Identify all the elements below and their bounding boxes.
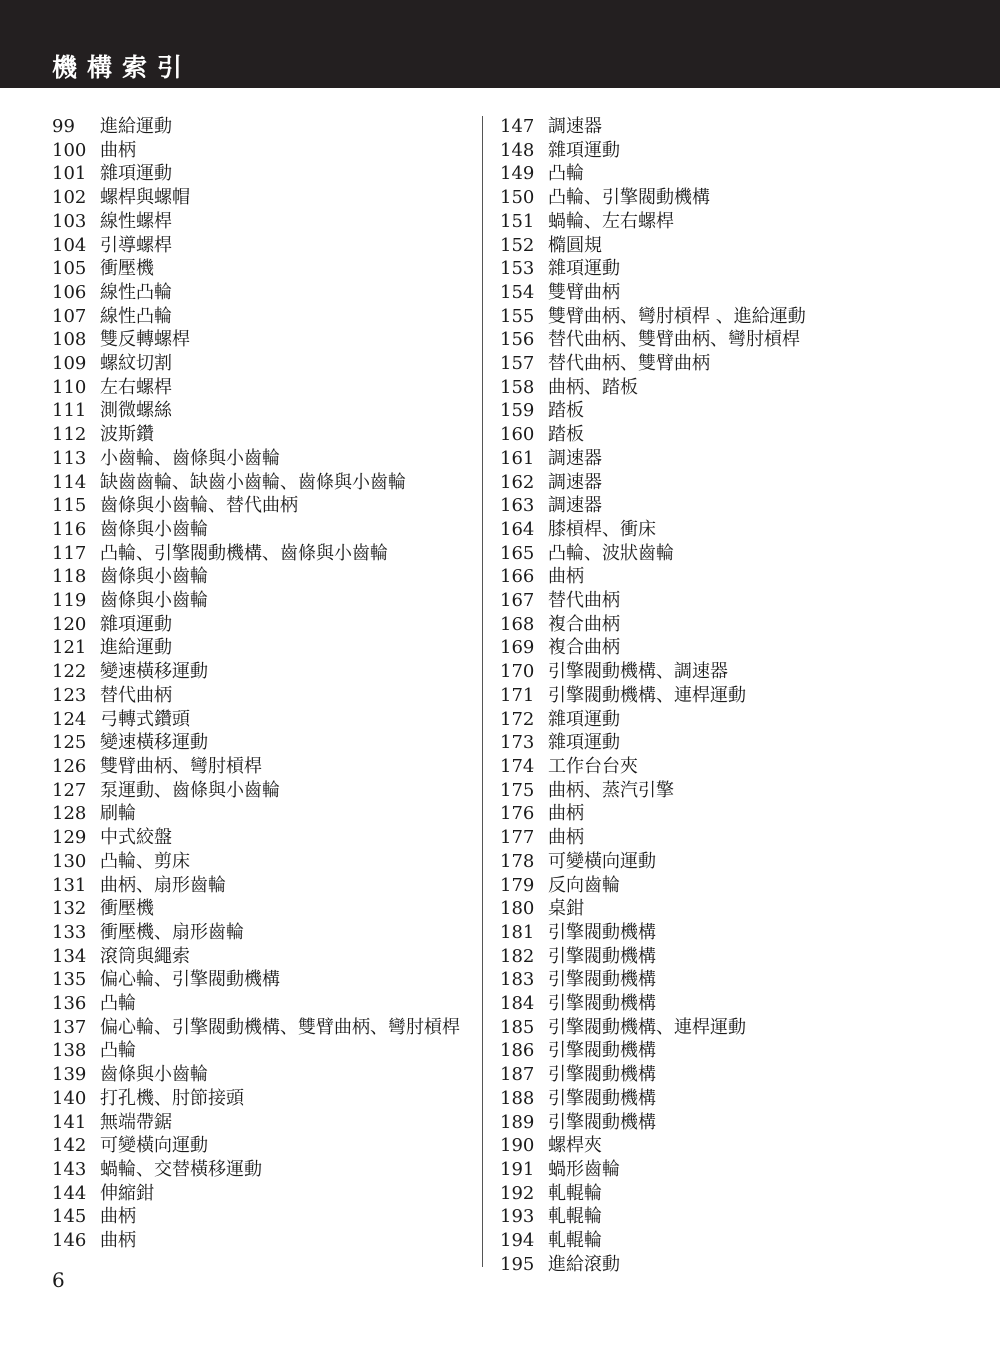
entry-number: 101 bbox=[52, 163, 87, 185]
entry-number: 168 bbox=[500, 613, 535, 635]
page-number: 6 bbox=[52, 1268, 65, 1292]
entry-number: 133 bbox=[52, 921, 87, 943]
entry-number: 130 bbox=[52, 850, 87, 872]
index-entry bbox=[500, 1087, 920, 1111]
entry-text: 凸輪、波狀齒輪 bbox=[548, 542, 674, 564]
entry-number: 117 bbox=[52, 542, 87, 564]
entry-text: 反向齒輪 bbox=[548, 874, 620, 896]
entry-text: 膝槓桿、衝床 bbox=[548, 518, 656, 540]
index-entry bbox=[500, 779, 920, 803]
entry-text: 曲柄、踏板 bbox=[548, 376, 638, 398]
entry-text: 引擎閥動機構 bbox=[548, 969, 656, 991]
index-entry bbox=[500, 494, 920, 518]
entry-number: 99 bbox=[52, 116, 75, 137]
entry-text: 雙反轉螺桿 bbox=[100, 329, 190, 351]
entry-number: 109 bbox=[52, 353, 87, 375]
entry-number: 158 bbox=[500, 376, 535, 398]
entry-number: 149 bbox=[500, 163, 535, 185]
index-entry bbox=[52, 613, 472, 637]
entry-number: 137 bbox=[52, 1016, 87, 1038]
entry-number: 183 bbox=[500, 969, 535, 991]
index-entry bbox=[52, 1016, 472, 1040]
index-column-right bbox=[500, 115, 920, 1276]
entry-number: 104 bbox=[52, 234, 87, 256]
index-entry bbox=[52, 874, 472, 898]
entry-number: 145 bbox=[52, 1206, 87, 1228]
index-entry bbox=[500, 1158, 920, 1182]
entry-number: 169 bbox=[500, 637, 535, 659]
index-entry bbox=[52, 708, 472, 732]
entry-text: 滾筒與繩索 bbox=[100, 945, 190, 967]
index-entry bbox=[500, 660, 920, 684]
index-entry bbox=[52, 779, 472, 803]
index-entry bbox=[52, 518, 472, 542]
index-entry bbox=[500, 376, 920, 400]
entry-text: 引擎閥動機構 bbox=[548, 1064, 656, 1086]
entry-text: 雙臂曲柄 bbox=[548, 281, 620, 303]
entry-number: 195 bbox=[500, 1253, 535, 1275]
entry-text: 引擎閥動機構 bbox=[548, 945, 656, 967]
entry-text: 曲柄 bbox=[548, 827, 584, 849]
entry-number: 120 bbox=[52, 613, 87, 635]
entry-text: 雜項運動 bbox=[100, 163, 172, 185]
entry-text: 引擎閥動機構 bbox=[548, 1111, 656, 1133]
entry-text: 螺桿夾 bbox=[548, 1135, 602, 1157]
index-entry bbox=[500, 874, 920, 898]
index-entry bbox=[52, 328, 472, 352]
entry-number: 138 bbox=[52, 1040, 87, 1062]
index-entry bbox=[500, 992, 920, 1016]
index-entry bbox=[52, 636, 472, 660]
entry-text: 小齒輪、齒條與小齒輪 bbox=[100, 447, 280, 469]
entry-text: 衝壓機 bbox=[100, 898, 154, 920]
entry-text: 替代曲柄、雙臂曲柄 bbox=[548, 353, 710, 375]
entry-number: 150 bbox=[500, 187, 535, 209]
entry-number: 176 bbox=[500, 803, 535, 825]
entry-text: 調速器 bbox=[548, 447, 602, 469]
index-entry bbox=[500, 1016, 920, 1040]
index-entry bbox=[52, 802, 472, 826]
entry-text: 變速橫移運動 bbox=[100, 661, 208, 683]
entry-number: 164 bbox=[500, 518, 535, 540]
entry-text: 進給滾動 bbox=[548, 1253, 620, 1275]
entry-text: 凸輪、剪床 bbox=[100, 850, 190, 872]
entry-number: 115 bbox=[52, 495, 87, 517]
entry-number: 194 bbox=[500, 1230, 535, 1252]
entry-text: 弓轉式鑽頭 bbox=[100, 708, 190, 730]
index-entry bbox=[500, 139, 920, 163]
entry-number: 118 bbox=[52, 566, 87, 588]
entry-number: 135 bbox=[52, 969, 87, 991]
index-entry bbox=[52, 494, 472, 518]
index-entry bbox=[500, 565, 920, 589]
index-entry bbox=[52, 210, 472, 234]
entry-number: 105 bbox=[52, 258, 87, 280]
entry-number: 161 bbox=[500, 447, 535, 469]
entry-text: 雜項運動 bbox=[548, 139, 620, 161]
entry-text: 齒條與小齒輪 bbox=[100, 518, 208, 540]
index-entry bbox=[500, 352, 920, 376]
entry-text: 變速橫移運動 bbox=[100, 732, 208, 754]
entry-number: 146 bbox=[52, 1230, 87, 1252]
entry-text: 無端帶鋸 bbox=[100, 1111, 172, 1133]
index-entry bbox=[52, 447, 472, 471]
index-entry bbox=[500, 518, 920, 542]
index-entry bbox=[500, 210, 920, 234]
entry-number: 186 bbox=[500, 1040, 535, 1062]
index-entry bbox=[52, 234, 472, 258]
entry-text: 調速器 bbox=[548, 495, 602, 517]
index-entry bbox=[500, 897, 920, 921]
index-entry bbox=[500, 423, 920, 447]
entry-number: 170 bbox=[500, 661, 535, 683]
entry-text: 曲柄、扇形齒輪 bbox=[100, 874, 226, 896]
entry-number: 153 bbox=[500, 258, 535, 280]
index-entry bbox=[52, 968, 472, 992]
entry-text: 線性凸輪 bbox=[100, 281, 172, 303]
entry-number: 185 bbox=[500, 1016, 535, 1038]
entry-text: 衝壓機、扇形齒輪 bbox=[100, 921, 244, 943]
entry-number: 129 bbox=[52, 827, 87, 849]
entry-number: 171 bbox=[500, 684, 535, 706]
entry-number: 126 bbox=[52, 755, 87, 777]
index-entry bbox=[52, 1158, 472, 1182]
index-entry bbox=[52, 826, 472, 850]
index-entry bbox=[52, 755, 472, 779]
entry-number: 100 bbox=[52, 139, 87, 161]
entry-text: 軋輥輪 bbox=[548, 1230, 602, 1252]
index-entry bbox=[500, 1063, 920, 1087]
entry-text: 線性凸輪 bbox=[100, 305, 172, 327]
entry-number: 179 bbox=[500, 874, 535, 896]
entry-number: 159 bbox=[500, 400, 535, 422]
entry-number: 172 bbox=[500, 708, 535, 730]
entry-text: 引擎閥動機構、調速器 bbox=[548, 661, 728, 683]
entry-text: 凸輪 bbox=[100, 993, 136, 1015]
index-entry bbox=[500, 708, 920, 732]
entry-number: 181 bbox=[500, 921, 535, 943]
entry-number: 188 bbox=[500, 1087, 535, 1109]
index-entry bbox=[500, 1039, 920, 1063]
entry-number: 114 bbox=[52, 471, 87, 493]
entry-number: 113 bbox=[52, 447, 87, 469]
entry-number: 136 bbox=[52, 993, 87, 1015]
entry-text: 可變橫向運動 bbox=[548, 850, 656, 872]
entry-number: 128 bbox=[52, 803, 87, 825]
entry-text: 引擎閥動機構 bbox=[548, 1087, 656, 1109]
entry-text: 中式絞盤 bbox=[100, 827, 172, 849]
index-entry bbox=[500, 731, 920, 755]
entry-text: 曲柄 bbox=[548, 803, 584, 825]
entry-text: 桌鉗 bbox=[548, 898, 584, 920]
entry-number: 190 bbox=[500, 1135, 535, 1157]
index-entry bbox=[52, 542, 472, 566]
entry-number: 184 bbox=[500, 993, 535, 1015]
index-entry bbox=[500, 921, 920, 945]
index-entry bbox=[500, 328, 920, 352]
entry-text: 曲柄 bbox=[548, 566, 584, 588]
entry-text: 衝壓機 bbox=[100, 258, 154, 280]
entry-number: 122 bbox=[52, 661, 87, 683]
index-entry bbox=[52, 660, 472, 684]
index-entry bbox=[52, 281, 472, 305]
entry-text: 複合曲柄 bbox=[548, 637, 620, 659]
entry-number: 148 bbox=[500, 139, 535, 161]
index-entry bbox=[500, 399, 920, 423]
entry-number: 160 bbox=[500, 424, 535, 446]
entry-number: 163 bbox=[500, 495, 535, 517]
entry-number: 182 bbox=[500, 945, 535, 967]
entry-text: 齒條與小齒輪 bbox=[100, 1064, 208, 1086]
entry-text: 雜項運動 bbox=[548, 708, 620, 730]
index-entry bbox=[500, 945, 920, 969]
index-entry bbox=[500, 162, 920, 186]
index-entry bbox=[52, 897, 472, 921]
entry-number: 177 bbox=[500, 827, 535, 849]
entry-text: 波斯鑽 bbox=[100, 424, 154, 446]
entry-number: 142 bbox=[52, 1135, 87, 1157]
entry-text: 引擎閥動機構 bbox=[548, 993, 656, 1015]
entry-number: 173 bbox=[500, 732, 535, 754]
index-entry bbox=[500, 613, 920, 637]
entry-number: 162 bbox=[500, 471, 535, 493]
index-entry bbox=[52, 471, 472, 495]
index-entry bbox=[52, 945, 472, 969]
index-entry bbox=[52, 139, 472, 163]
index-entry bbox=[52, 589, 472, 613]
index-entry bbox=[500, 826, 920, 850]
entry-number: 131 bbox=[52, 874, 87, 896]
entry-text: 左右螺桿 bbox=[100, 376, 172, 398]
entry-number: 127 bbox=[52, 779, 87, 801]
entry-number: 111 bbox=[52, 400, 87, 422]
index-entry bbox=[500, 1253, 920, 1277]
index-entry bbox=[52, 1229, 472, 1253]
column-divider bbox=[482, 116, 483, 1267]
index-entry bbox=[52, 162, 472, 186]
index-entry bbox=[52, 1134, 472, 1158]
entry-text: 雜項運動 bbox=[548, 258, 620, 280]
entry-text: 伸縮鉗 bbox=[100, 1182, 154, 1204]
entry-number: 174 bbox=[500, 755, 535, 777]
index-entry bbox=[500, 589, 920, 613]
entry-text: 進給運動 bbox=[100, 637, 172, 659]
entry-text: 曲柄、蒸汽引擎 bbox=[548, 779, 674, 801]
entry-number: 154 bbox=[500, 281, 535, 303]
entry-number: 123 bbox=[52, 684, 87, 706]
entry-number: 106 bbox=[52, 281, 87, 303]
entry-text: 踏板 bbox=[548, 400, 584, 422]
index-entry bbox=[500, 447, 920, 471]
entry-text: 替代曲柄 bbox=[548, 590, 620, 612]
entry-text: 調速器 bbox=[548, 116, 602, 137]
entry-number: 155 bbox=[500, 305, 535, 327]
page-title: 機構索引 bbox=[52, 53, 193, 82]
entry-number: 116 bbox=[52, 518, 87, 540]
entry-number: 152 bbox=[500, 234, 535, 256]
entry-text: 引擎閥動機構 bbox=[548, 921, 656, 943]
entry-number: 191 bbox=[500, 1158, 535, 1180]
entry-number: 141 bbox=[52, 1111, 87, 1133]
entry-text: 凸輪 bbox=[100, 1040, 136, 1062]
entry-text: 複合曲柄 bbox=[548, 613, 620, 635]
entry-text: 曲柄 bbox=[100, 1206, 136, 1228]
index-column-left bbox=[52, 115, 472, 1253]
entry-text: 軋輥輪 bbox=[548, 1206, 602, 1228]
index-entry bbox=[52, 423, 472, 447]
entry-text: 凸輪、引擎閥動機構、齒條與小齒輪 bbox=[100, 542, 388, 564]
entry-text: 雙臂曲柄、彎肘槓桿 、進給運動 bbox=[548, 305, 806, 327]
index-entry bbox=[52, 115, 472, 139]
index-entry bbox=[500, 1182, 920, 1206]
entry-text: 調速器 bbox=[548, 471, 602, 493]
index-entry bbox=[52, 352, 472, 376]
entry-text: 偏心輪、引擎閥動機構、雙臂曲柄、彎肘槓桿 bbox=[100, 1016, 460, 1038]
entry-text: 泵運動、齒條與小齒輪 bbox=[100, 779, 280, 801]
entry-number: 144 bbox=[52, 1182, 87, 1204]
index-entry bbox=[52, 850, 472, 874]
entry-text: 螺紋切割 bbox=[100, 353, 172, 375]
index-entry bbox=[52, 1182, 472, 1206]
entry-number: 143 bbox=[52, 1158, 87, 1180]
entry-number: 108 bbox=[52, 329, 87, 351]
index-entry bbox=[500, 1205, 920, 1229]
entry-number: 151 bbox=[500, 210, 535, 232]
entry-text: 工作台台夾 bbox=[548, 755, 638, 777]
entry-text: 雜項運動 bbox=[548, 732, 620, 754]
entry-text: 替代曲柄 bbox=[100, 684, 172, 706]
entry-text: 引導螺桿 bbox=[100, 234, 172, 256]
entry-text: 進給運動 bbox=[100, 116, 172, 137]
entry-number: 103 bbox=[52, 210, 87, 232]
index-entry bbox=[500, 802, 920, 826]
entry-text: 凸輪 bbox=[548, 163, 584, 185]
entry-number: 102 bbox=[52, 187, 87, 209]
entry-number: 180 bbox=[500, 898, 535, 920]
entry-text: 蝸形齒輪 bbox=[548, 1158, 620, 1180]
index-entry bbox=[52, 992, 472, 1016]
index-entry bbox=[500, 305, 920, 329]
index-entry bbox=[500, 542, 920, 566]
index-entry bbox=[52, 921, 472, 945]
index-entry bbox=[500, 1134, 920, 1158]
index-entry bbox=[500, 115, 920, 139]
entry-text: 線性螺桿 bbox=[100, 210, 172, 232]
entry-number: 119 bbox=[52, 590, 87, 612]
entry-text: 雜項運動 bbox=[100, 613, 172, 635]
index-entry bbox=[500, 968, 920, 992]
index-entry bbox=[52, 399, 472, 423]
entry-text: 引擎閥動機構、連桿運動 bbox=[548, 1016, 746, 1038]
index-entry bbox=[52, 305, 472, 329]
index-entry bbox=[52, 1087, 472, 1111]
index-entry bbox=[52, 257, 472, 281]
entry-text: 橢圓規 bbox=[548, 234, 602, 256]
entry-number: 110 bbox=[52, 376, 87, 398]
entry-text: 缺齒齒輪、缺齒小齒輪、齒條與小齒輪 bbox=[100, 471, 406, 493]
entry-text: 測微螺絲 bbox=[100, 400, 172, 422]
entry-text: 替代曲柄、雙臂曲柄、彎肘槓桿 bbox=[548, 329, 800, 351]
entry-text: 蝸輪、左右螺桿 bbox=[548, 210, 674, 232]
index-entry bbox=[500, 1111, 920, 1135]
entry-number: 125 bbox=[52, 732, 87, 754]
entry-text: 偏心輪、引擎閥動機構 bbox=[100, 969, 280, 991]
header-bar bbox=[0, 0, 1000, 88]
entry-number: 139 bbox=[52, 1064, 87, 1086]
entry-number: 134 bbox=[52, 945, 87, 967]
entry-number: 175 bbox=[500, 779, 535, 801]
entry-number: 156 bbox=[500, 329, 535, 351]
entry-text: 蝸輪、交替橫移運動 bbox=[100, 1158, 262, 1180]
index-entry bbox=[52, 1205, 472, 1229]
entry-number: 112 bbox=[52, 424, 87, 446]
entry-number: 157 bbox=[500, 353, 535, 375]
entry-number: 193 bbox=[500, 1206, 535, 1228]
index-entry bbox=[500, 471, 920, 495]
index-entry bbox=[500, 234, 920, 258]
index-entry bbox=[52, 684, 472, 708]
entry-number: 147 bbox=[500, 116, 535, 137]
index-entry bbox=[52, 376, 472, 400]
index-entry bbox=[52, 1063, 472, 1087]
entry-text: 齒條與小齒輪、替代曲柄 bbox=[100, 495, 298, 517]
entry-number: 165 bbox=[500, 542, 535, 564]
entry-text: 齒條與小齒輪 bbox=[100, 590, 208, 612]
entry-number: 187 bbox=[500, 1064, 535, 1086]
index-entry bbox=[500, 850, 920, 874]
entry-text: 刷輪 bbox=[100, 803, 136, 825]
entry-text: 軋輥輪 bbox=[548, 1182, 602, 1204]
entry-number: 107 bbox=[52, 305, 87, 327]
entry-number: 192 bbox=[500, 1182, 535, 1204]
index-entry bbox=[500, 755, 920, 779]
entry-text: 雙臂曲柄、彎肘槓桿 bbox=[100, 755, 262, 777]
entry-text: 踏板 bbox=[548, 424, 584, 446]
index-entry bbox=[500, 636, 920, 660]
index-entry bbox=[500, 186, 920, 210]
entry-text: 曲柄 bbox=[100, 139, 136, 161]
entry-number: 124 bbox=[52, 708, 87, 730]
index-entry bbox=[52, 565, 472, 589]
entry-text: 打孔機、肘節接頭 bbox=[100, 1087, 244, 1109]
entry-number: 189 bbox=[500, 1111, 535, 1133]
entry-text: 可變橫向運動 bbox=[100, 1135, 208, 1157]
entry-number: 166 bbox=[500, 566, 535, 588]
entry-number: 132 bbox=[52, 898, 87, 920]
entry-number: 121 bbox=[52, 637, 87, 659]
index-entry bbox=[500, 684, 920, 708]
index-entry bbox=[500, 257, 920, 281]
index-entry bbox=[52, 1111, 472, 1135]
entry-text: 曲柄 bbox=[100, 1230, 136, 1252]
index-entry bbox=[52, 731, 472, 755]
entry-text: 凸輪、引擎閥動機構 bbox=[548, 187, 710, 209]
index-entry bbox=[500, 281, 920, 305]
index-entry bbox=[52, 1039, 472, 1063]
entry-text: 齒條與小齒輪 bbox=[100, 566, 208, 588]
index-entry bbox=[52, 186, 472, 210]
entry-number: 140 bbox=[52, 1087, 87, 1109]
index-entry bbox=[500, 1229, 920, 1253]
entry-number: 167 bbox=[500, 590, 535, 612]
entry-text: 引擎閥動機構 bbox=[548, 1040, 656, 1062]
entry-number: 178 bbox=[500, 850, 535, 872]
entry-text: 螺桿與螺帽 bbox=[100, 187, 190, 209]
entry-text: 引擎閥動機構、連桿運動 bbox=[548, 684, 746, 706]
